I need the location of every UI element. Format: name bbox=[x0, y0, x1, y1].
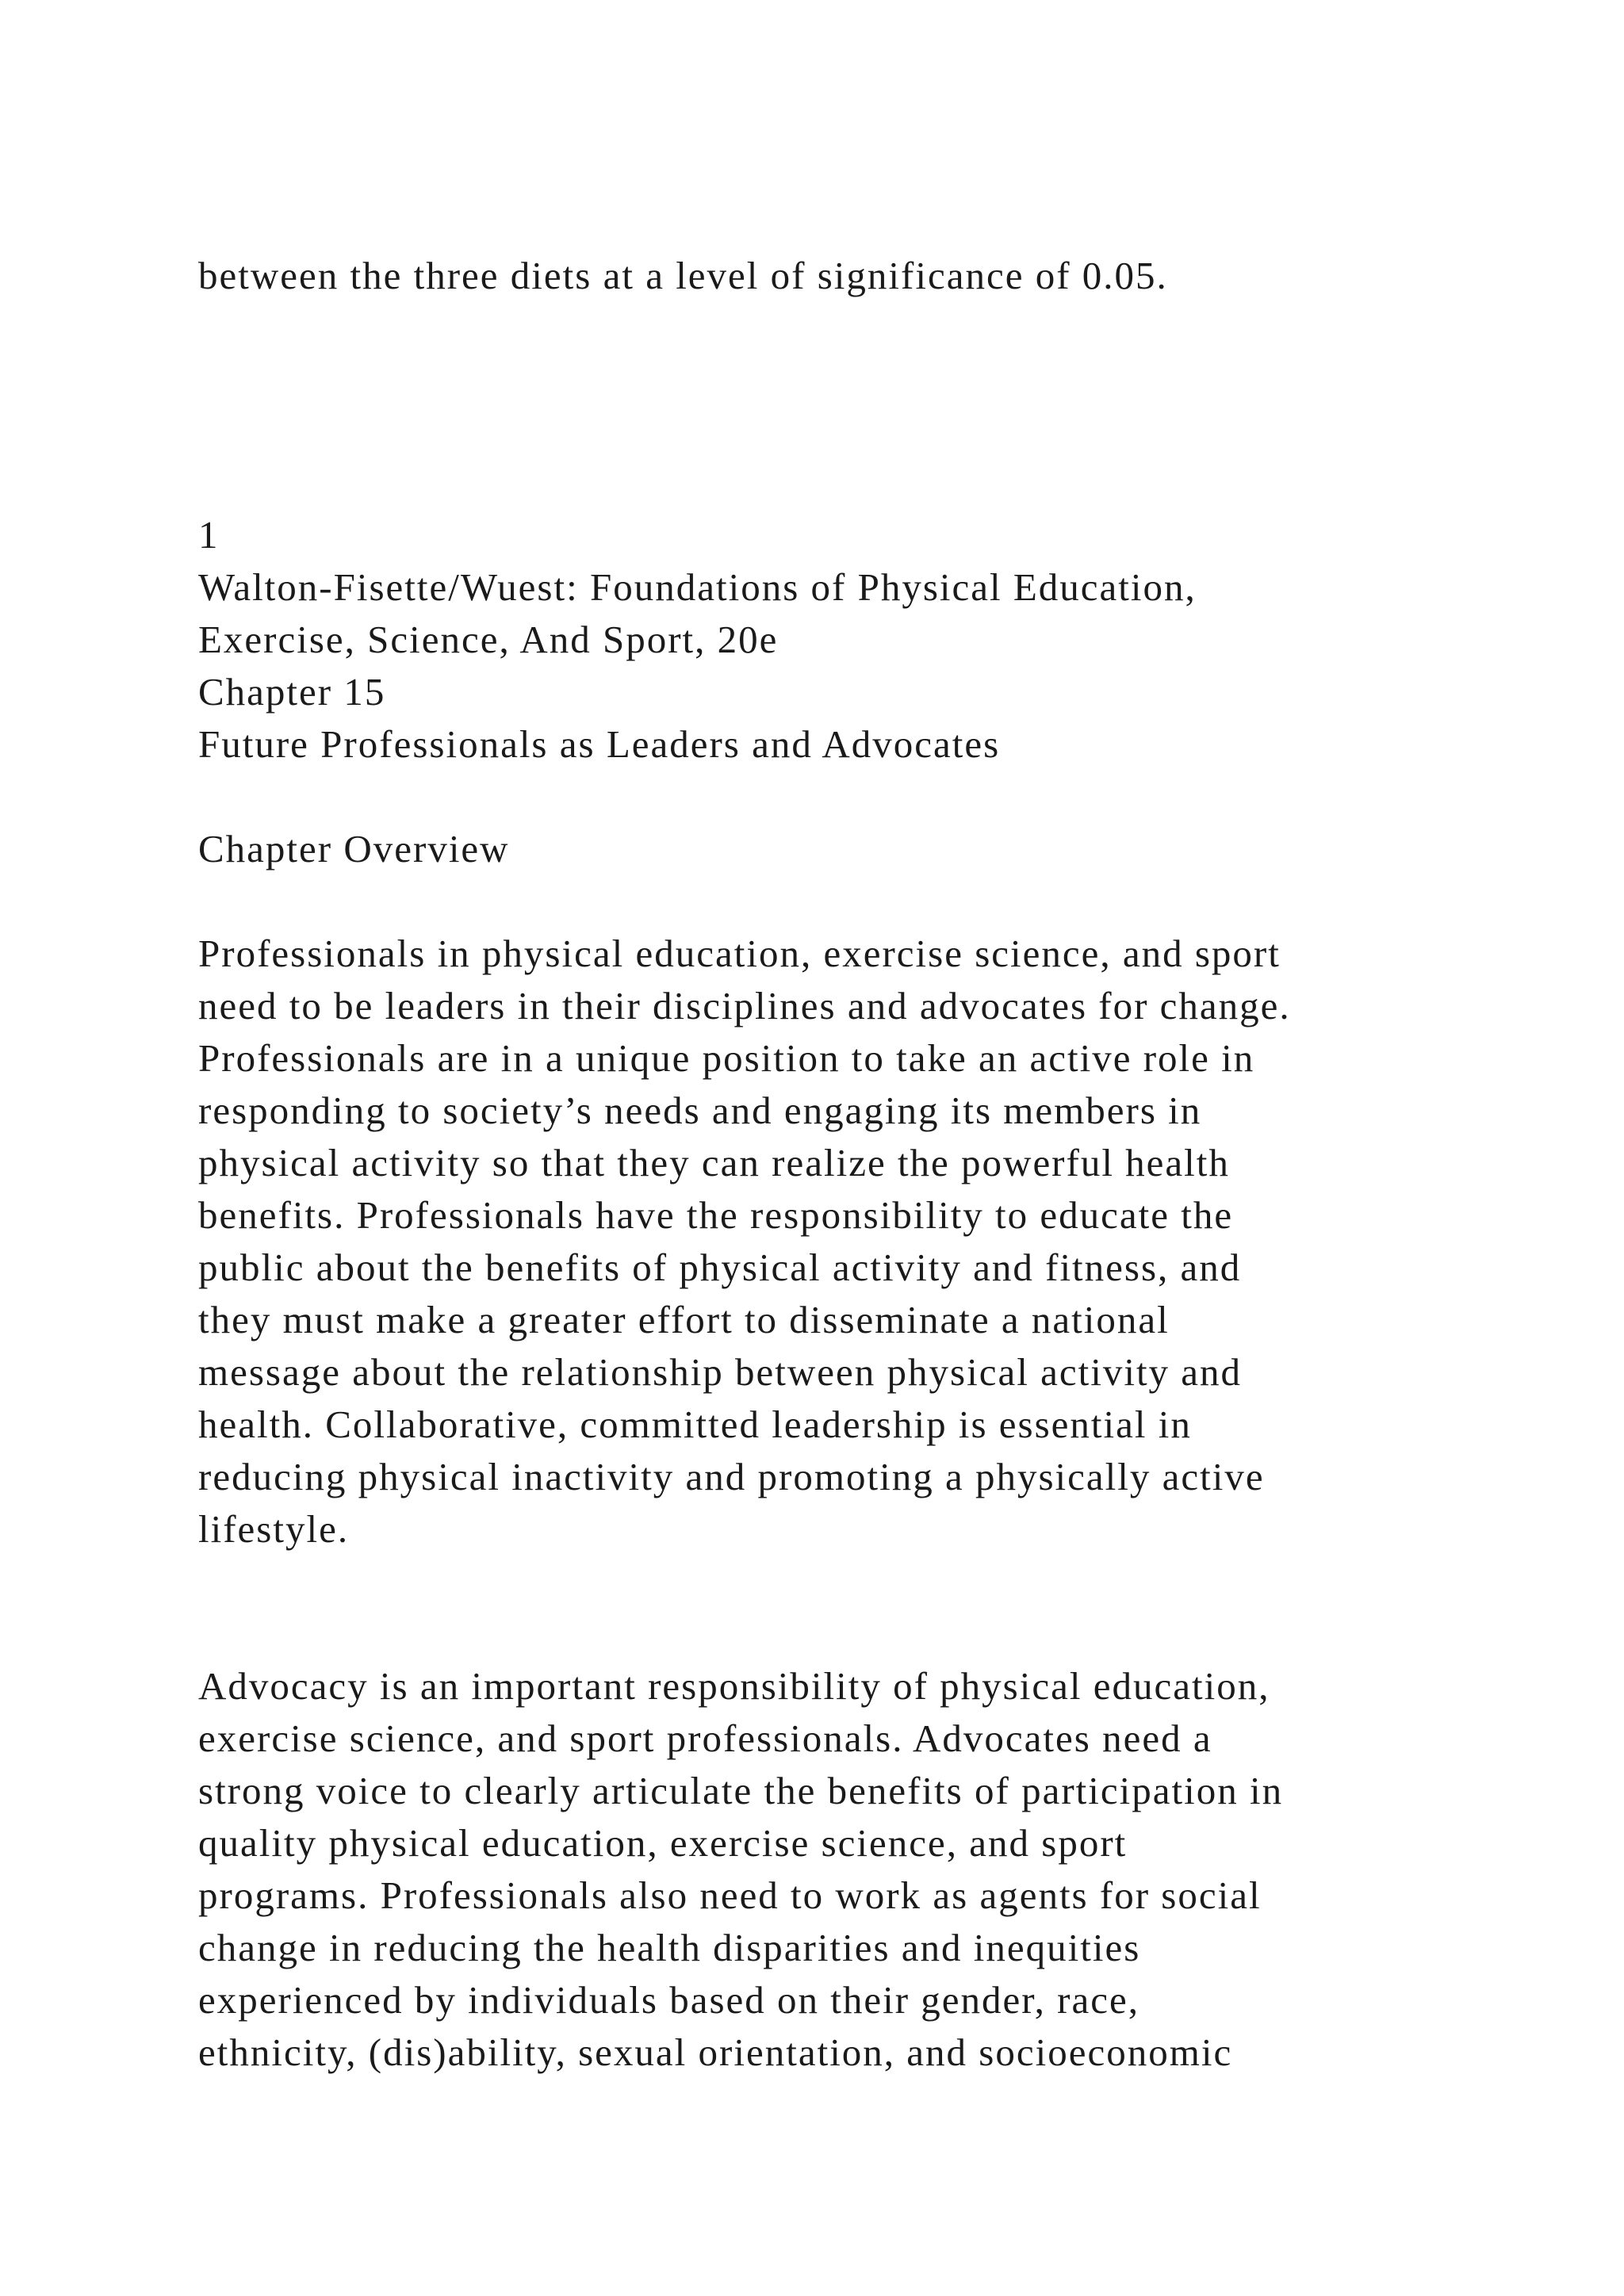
paragraph-line: they must make a greater effort to disseminate a national bbox=[198, 1298, 1170, 1341]
paragraph-line: ethnicity, (dis)ability, sexual orientation, and socioeconomic bbox=[198, 2030, 1233, 2074]
paragraph-line: health. Collaborative, committed leadership is essential in bbox=[198, 1402, 1192, 1446]
paragraph-line: lifestyle. bbox=[198, 1507, 350, 1551]
top-text-fragment: between the three diets at a level of significance of 0.05. bbox=[198, 254, 1168, 297]
paragraph-line: message about the relationship between physical activity and bbox=[198, 1350, 1243, 1394]
source-citation-line-1: Walton-Fisette/Wuest: Foundations of Physical Education, bbox=[198, 565, 1197, 609]
paragraph-line: public about the benefits of physical activity and fitness, and bbox=[198, 1246, 1242, 1289]
paragraph-line: strong voice to clearly articulate the benefits of participation in bbox=[198, 1769, 1284, 1812]
paragraph-line: need to be leaders in their disciplines and advocates for change. bbox=[198, 984, 1291, 1027]
paragraph-line: Professionals are in a unique position to take an active role in bbox=[198, 1036, 1255, 1080]
paragraph-line: programs. Professionals also need to work as agents for social bbox=[198, 1873, 1262, 1917]
paragraph-line: exercise science, and sport professionals. Advocates need a bbox=[198, 1716, 1212, 1760]
paragraph-line: experienced by individuals based on their gender, race, bbox=[198, 1978, 1139, 2022]
chapter-label: Chapter 15 bbox=[198, 670, 386, 714]
source-citation-line-2: Exercise, Science, And Sport, 20e bbox=[198, 618, 779, 661]
paragraph-line: reducing physical inactivity and promoting a physically active bbox=[198, 1455, 1265, 1498]
chapter-title: Future Professionals as Leaders and Advocates bbox=[198, 722, 1001, 766]
page-number: 1 bbox=[198, 513, 220, 557]
paragraph-line: change in reducing the health disparities and inequities bbox=[198, 1926, 1141, 1969]
paragraph-line: quality physical education, exercise science, and sport bbox=[198, 1821, 1128, 1865]
paragraph-line: physical activity so that they can realize the powerful health bbox=[198, 1141, 1230, 1184]
paragraph-line: responding to society’s needs and engaging its members in bbox=[198, 1089, 1202, 1132]
section-heading: Chapter Overview bbox=[198, 827, 510, 871]
paragraph-line: Advocacy is an important responsibility of physical education, bbox=[198, 1664, 1270, 1708]
paragraph-line: Professionals in physical education, exercise science, and sport bbox=[198, 932, 1281, 975]
paragraph-line: benefits. Professionals have the responsibility to educate the bbox=[198, 1193, 1234, 1237]
